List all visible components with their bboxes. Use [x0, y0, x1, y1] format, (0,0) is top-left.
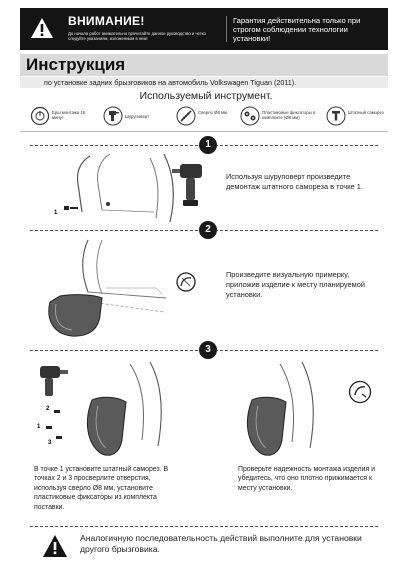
point-1-label: 1: [54, 210, 58, 216]
tool-item: [326, 106, 386, 128]
step-2-text: Произведите визуальную примерку, приложив изделие к месту планируемой установки.: [226, 270, 365, 299]
check-icon: [348, 380, 372, 404]
step-3-illustration-right: [230, 360, 340, 460]
fitting-icon: [176, 272, 196, 292]
bottom-separator: [30, 526, 378, 527]
step-3-badge: 3: [199, 341, 217, 359]
header-divider: [226, 16, 227, 42]
tool-label: Шуруповерт: [125, 114, 150, 119]
point-1-label: 1: [37, 424, 41, 430]
tool-label: Пластиковые фиксаторы в комплекте (Ø8 мм): [262, 110, 316, 121]
tool-label: Ерш монтажа 15 минут: [52, 110, 86, 121]
subtitle-bar: [20, 77, 388, 88]
tool-label: Штатный саморез: [348, 110, 384, 115]
step-2-illustration: [36, 238, 176, 338]
tool-label: Сверло Ø8 мм: [198, 110, 227, 115]
step-3-illustration-left: [34, 360, 184, 460]
page-subtitle: по установке задних брызговиков на автомобиль Volkswagen Tiguan (2011).: [44, 78, 297, 87]
tool-item: [240, 106, 320, 128]
drill-bit-icon: [176, 106, 196, 126]
step-2-badge: 2: [199, 221, 217, 239]
tape-measure-icon: [30, 106, 50, 126]
warning-title: ВНИМАНИЕ!: [68, 14, 145, 28]
step-1-text: Используя шуруповерт произведите демонтаж штатного самореза в точке 1.: [226, 172, 363, 191]
screwdriver-icon: [103, 106, 123, 126]
tool-item: [176, 106, 236, 128]
step-3-text-left: В точке 1 установите штатный саморез. В точках 2 и 3 просверлите отверстия, используя сверло Ø8 мм, установите пластиковые фиксаторы из комплекта поставки.: [34, 466, 169, 511]
point-3-label: 3: [48, 440, 52, 446]
warning-icon: [42, 534, 68, 558]
page-title: Инструкция: [26, 55, 126, 74]
point-2-label: 2: [46, 406, 50, 412]
divider: [20, 131, 388, 132]
tool-item: [30, 106, 98, 128]
warning-text: До начала работ внимательно прочитайте данное руководство и четко следуйте указаниям, изложенным в нем!: [68, 31, 206, 41]
bottom-notice: Аналогичную последовательность действий выполните для установки другого брызговика.: [80, 533, 362, 554]
tools-heading: Используемый инструмент.: [139, 90, 273, 102]
title-bar: [20, 54, 388, 76]
step-1-illustration: [50, 152, 210, 224]
clips-icon: [240, 106, 260, 126]
step-1-badge: 1: [199, 136, 217, 154]
guarantee-text: Гарантия действительна только при строгом соблюдении технологии установки!: [233, 16, 361, 43]
warning-header: [20, 8, 388, 50]
tool-item: [103, 106, 171, 128]
warning-icon: [30, 17, 54, 39]
step-3-text-right: Проверьте надежность монтажа изделия и убедитесь, что оно плотно прижимается к месту установки.: [238, 466, 375, 492]
screw-icon: [326, 106, 346, 126]
